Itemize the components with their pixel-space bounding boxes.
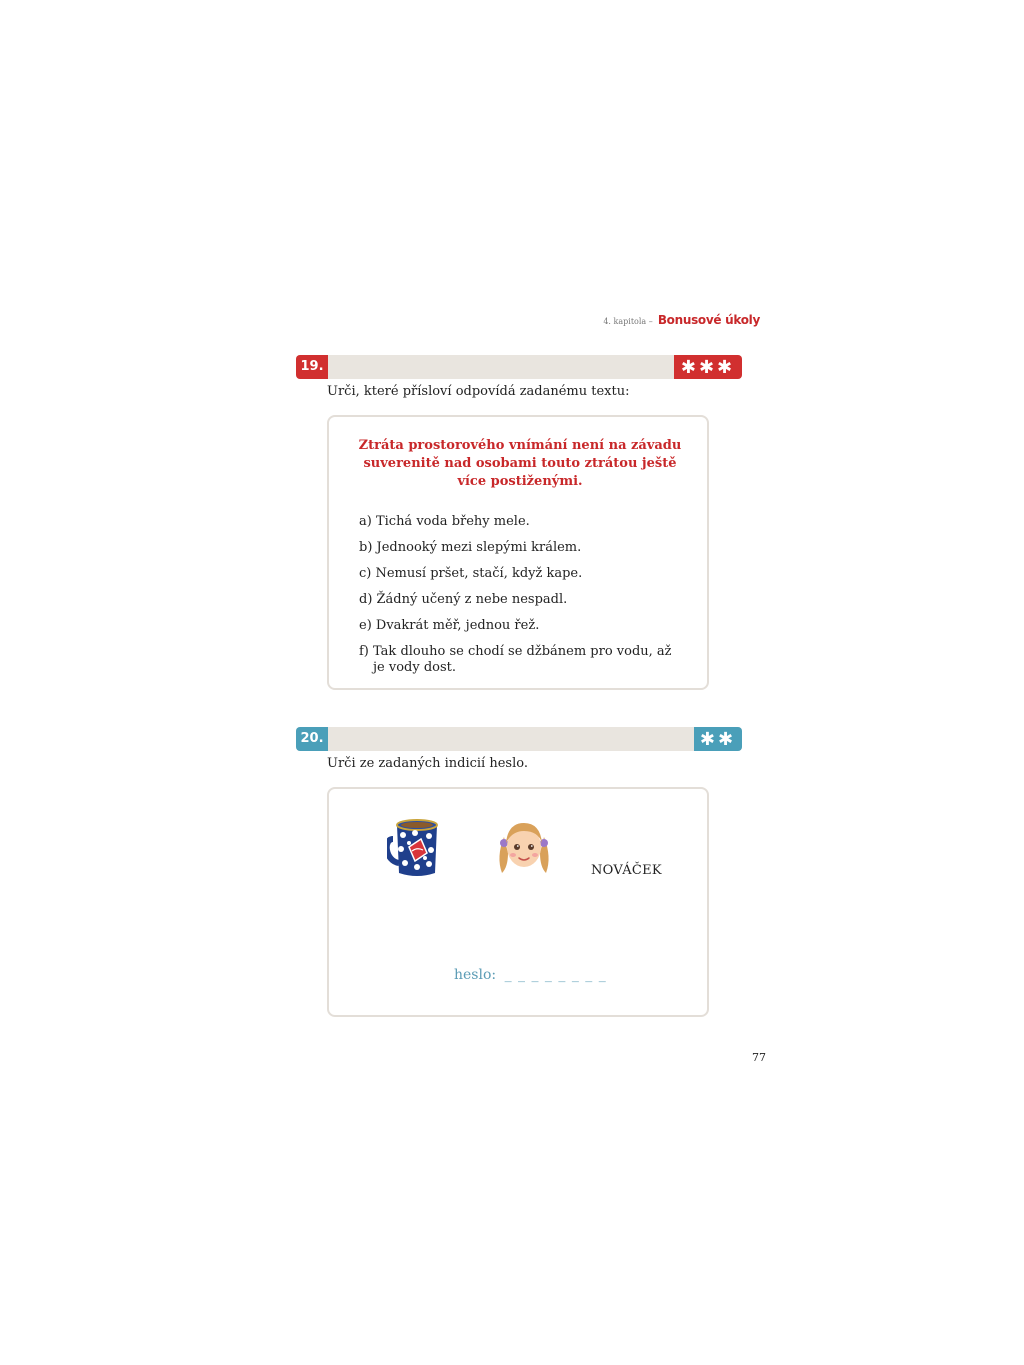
- task-20-number: 20.: [296, 727, 328, 751]
- option-e: e) Dvakrát měř, jednou řež.: [359, 618, 540, 633]
- task-19-header: [296, 355, 742, 379]
- task-19-difficulty-stars: ✱✱✱: [674, 355, 742, 379]
- task-19-number: 19.: [296, 355, 328, 379]
- option-a: a) Tichá voda břehy mele.: [359, 514, 530, 529]
- answer-options: [359, 514, 679, 686]
- task-19-card: [327, 415, 709, 690]
- page-number: 77: [752, 1051, 766, 1064]
- password-row: [454, 967, 607, 983]
- task-20-card: [327, 787, 709, 1017]
- option-d: d) Žádný učený z nebe nespadl.: [359, 592, 568, 607]
- task-20-header: [296, 727, 742, 751]
- girl-face-icon: [494, 817, 554, 879]
- running-head: [600, 309, 760, 328]
- mug-icon: [387, 817, 443, 879]
- task-19-instruction: Urči, které přísloví odpovídá zadanému textu:: [327, 384, 630, 399]
- option-c: c) Nemusí pršet, stačí, když kape.: [359, 566, 583, 581]
- task-20-instruction: Urči ze zadaných indicií heslo.: [327, 756, 528, 771]
- option-b: b) Jednooký mezi slepými králem.: [359, 540, 582, 555]
- option-f: f) Tak dlouho se chodí se džbánem pro vodu, až je vody dost.: [359, 644, 672, 675]
- clue-word: NOVÁČEK: [591, 863, 662, 878]
- chapter-label: 4. kapitola –: [603, 317, 653, 326]
- task-20-difficulty-stars: ✱✱: [694, 727, 742, 751]
- section-title: Bonusové úkoly: [657, 313, 760, 327]
- password-blank: _ _ _ _ _ _ _ _: [504, 967, 607, 983]
- password-label: heslo:: [454, 967, 497, 983]
- proverb-prompt: Ztráta prostorového vnímání není na závadu suverenitě nad osobami touto ztrátou ještě více postiženými.: [358, 438, 682, 489]
